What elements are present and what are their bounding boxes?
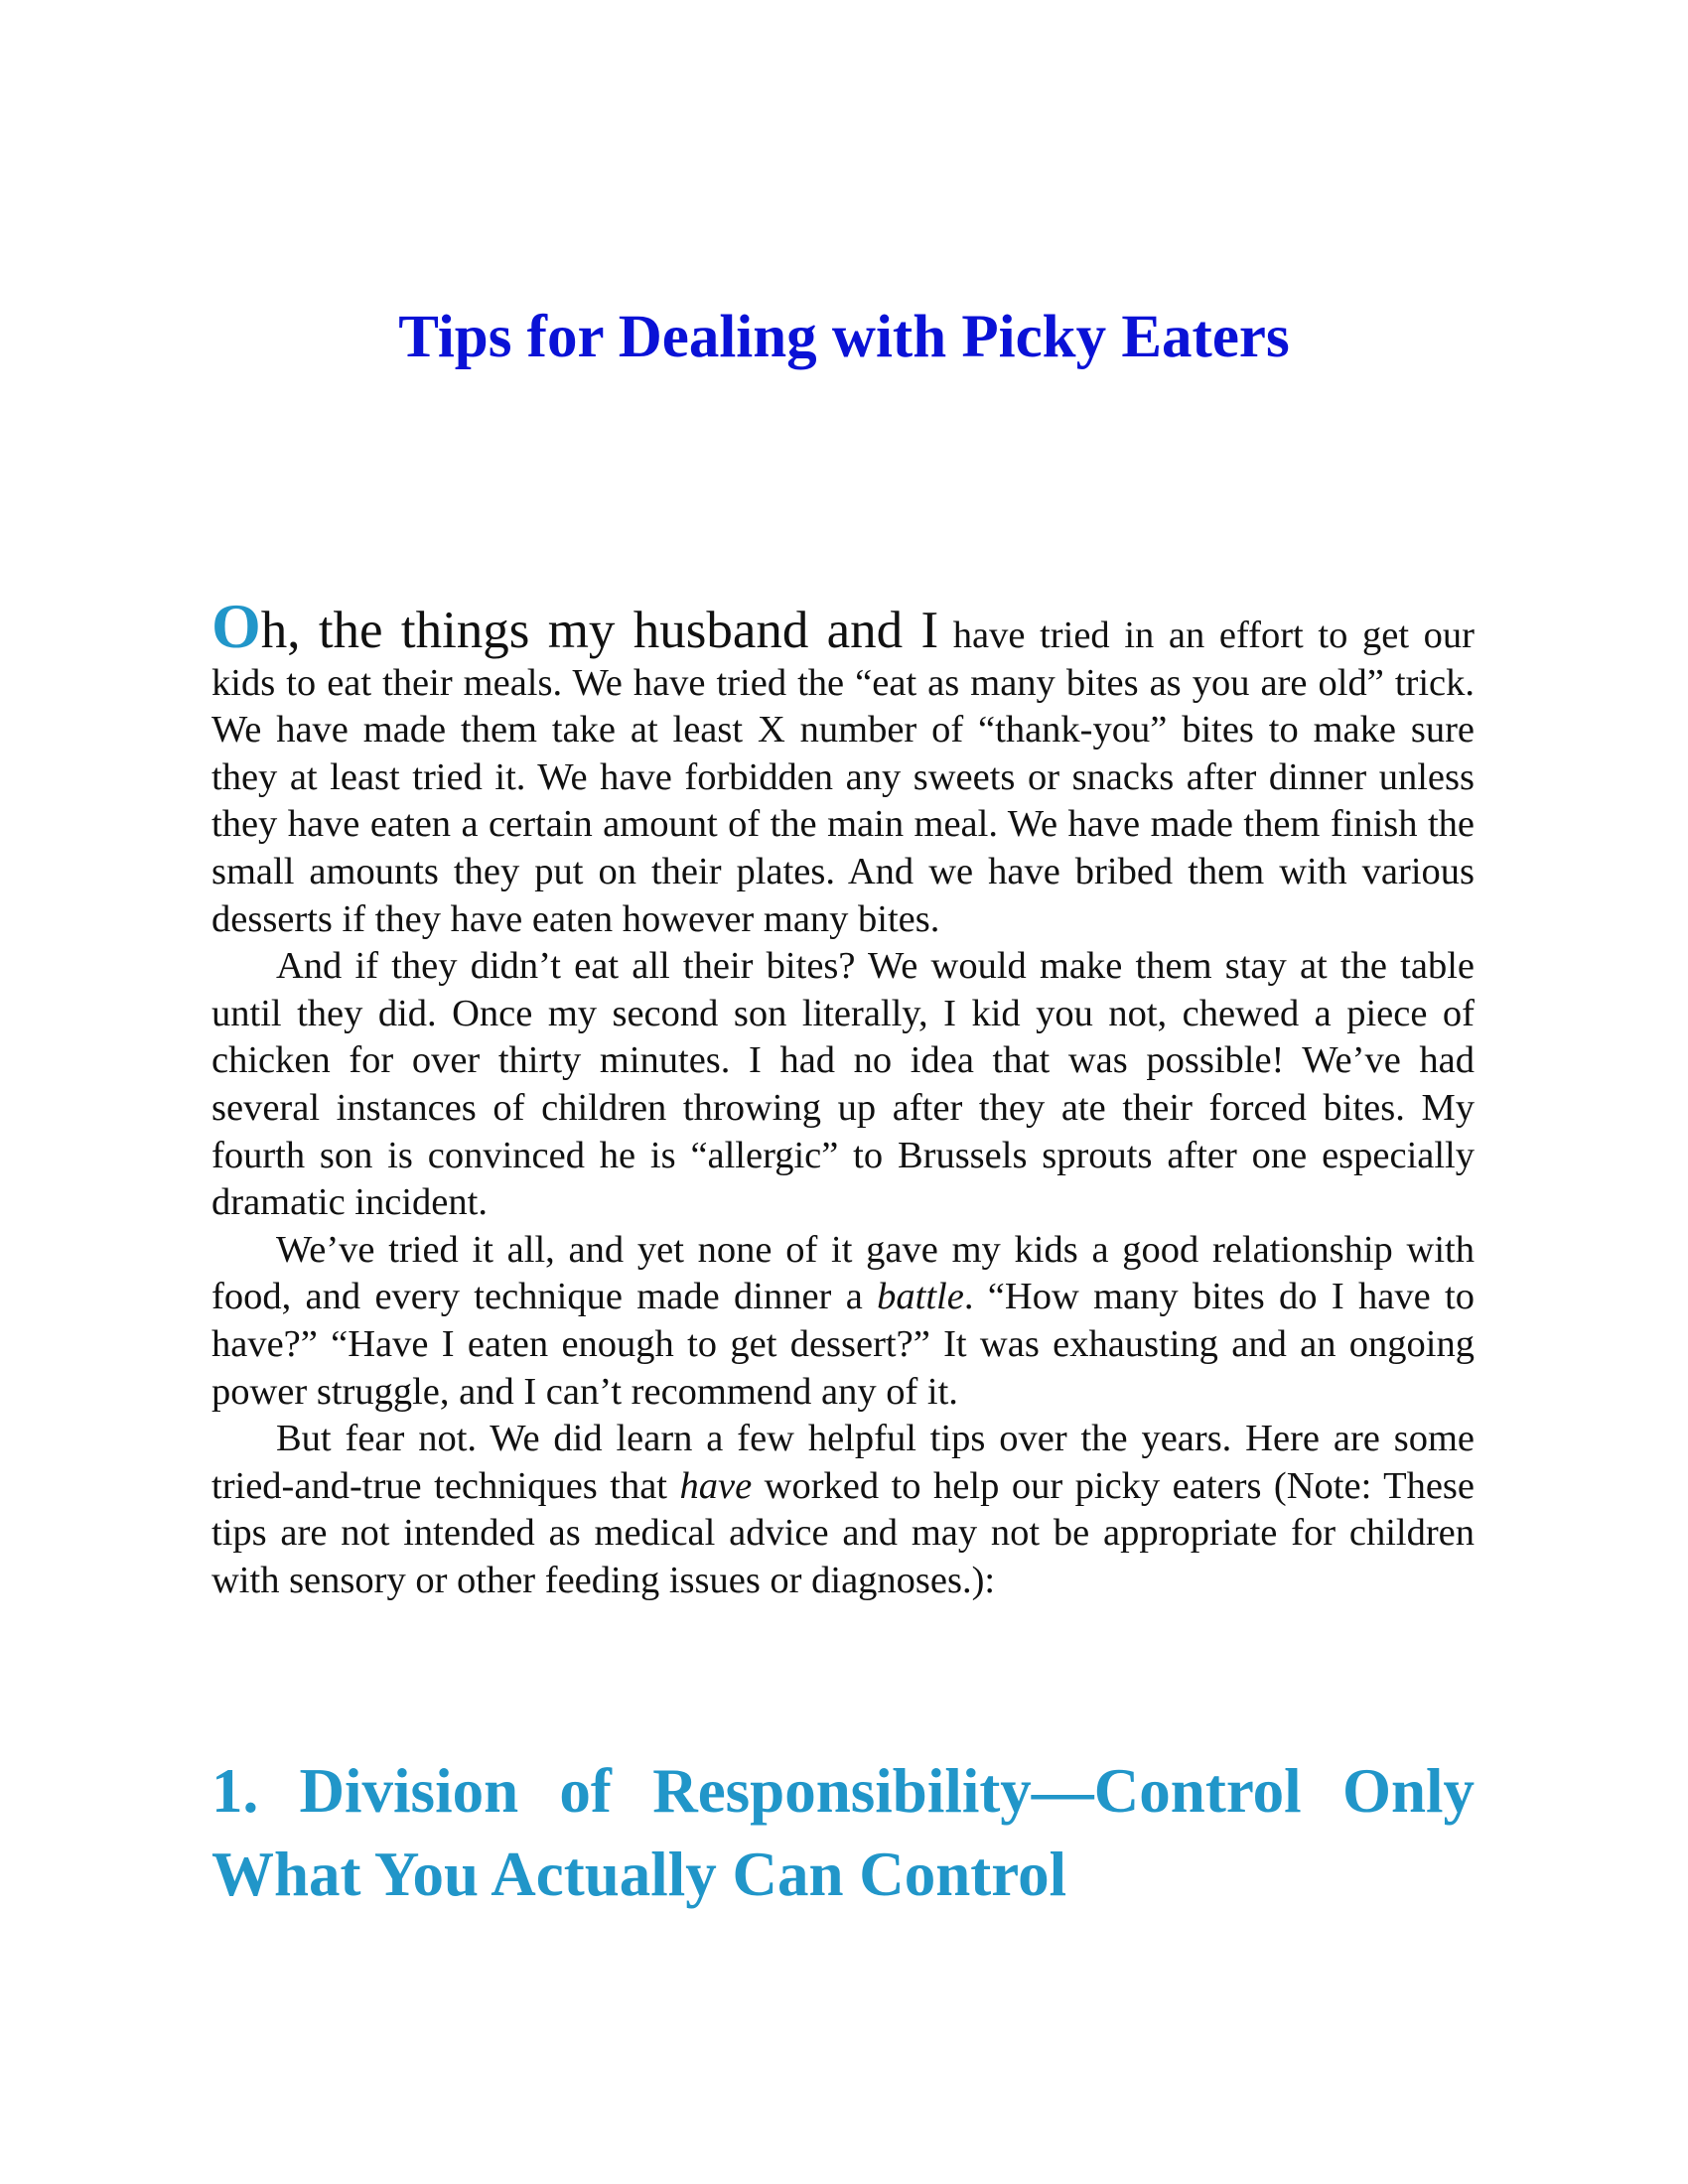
paragraph-4-emphasis: have — [679, 1464, 753, 1507]
body-text — [211, 591, 1475, 1604]
paragraph-3-emphasis: battle — [877, 1276, 964, 1318]
paragraph-2: And if they didn’t eat all their bites? We would make them stay at the table until they did. Once my second son literally, I kid you not, chewed a piece of chicken for over thirty minutes. I had no idea that was possible! We’ve had several instances of children throwing up after they ate their forced bites. My fourth son is convinced he is “allergic” to Brussels sprouts after one especially dramatic incident. — [211, 945, 1475, 1224]
paragraph-3-text-start: We’ve tried it all, and yet none of it gave my kids a good relationship with food, and every technique made dinner a — [211, 1228, 1475, 1318]
paragraph-4-text-start: But fear not. We did learn a few helpful tips over the years. Here are some tried-and-true techniques that — [211, 1418, 1475, 1507]
section-heading: 1. Division of Responsibility—Control Only What You Actually Can Control — [211, 1756, 1475, 1909]
page-title: Tips for Dealing with Picky Eaters — [398, 304, 1290, 370]
intro-paragraph — [211, 591, 1475, 943]
drop-cap: O — [211, 591, 261, 661]
paragraph-3 — [211, 1227, 1475, 1416]
paragraph-4-text-end: worked to help our picky eaters (Note: These tips are not intended as medical advice and may not be appropriate for children with sensory or other feeding issues or diagnoses.): — [211, 1464, 1475, 1601]
intro-text: have tried in an effort to get our kids to eat their meals. We have tried the “eat as many bites as you are old” trick. We have made them take at least X number of “thank-you” bites to make sure they at least tried it. We have forbidden any sweets or snacks after dinner unless they have eaten a certain amount of the main meal. We have made them finish the small amounts they put on their plates. And we have bribed them with various desserts if they have eaten however many bites. — [211, 614, 1475, 940]
paragraph-4 — [211, 1416, 1475, 1604]
intro-lead-in: h, the things my husband and I — [260, 602, 939, 659]
paragraph-3-text-end: . “How many bites do I have to have?” “Have I eaten enough to get dessert?” It was exhausting and an ongoing power struggle, and I can’t recommend any of it. — [211, 1276, 1475, 1413]
